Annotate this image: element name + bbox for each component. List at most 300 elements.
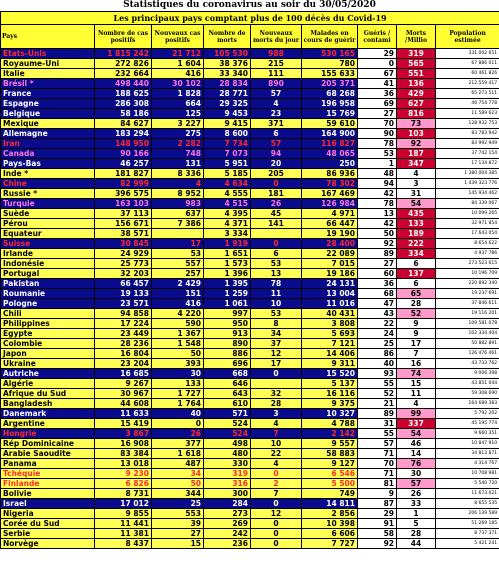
cell-nouveaux-morts: 94 xyxy=(251,149,302,159)
cell-malades: 167 469 xyxy=(302,189,358,199)
cell-cas: 181 827 xyxy=(95,169,152,179)
cell-gueris: 40 xyxy=(358,359,397,369)
cell-nouveaux-cas: 637 xyxy=(152,209,204,219)
cell-malades: 2 856 xyxy=(302,509,358,519)
table-row xyxy=(1,539,499,549)
table-row xyxy=(1,139,499,149)
cell-pays: Etats-Unis xyxy=(1,49,95,59)
cell-nouveaux-morts: 26 xyxy=(251,199,302,209)
table-row xyxy=(1,269,499,279)
cell-morts-million: 31 xyxy=(397,189,436,199)
cell-nouveaux-morts: 78 xyxy=(251,279,302,289)
cell-nouveaux-cas xyxy=(152,229,204,239)
cell-nouveaux-cas: 3 227 xyxy=(152,119,204,129)
cell-nouveaux-cas: 39 xyxy=(152,519,204,529)
cell-gueris: 47 xyxy=(358,299,397,309)
cell-population: 5 421 241 xyxy=(436,539,499,549)
cell-population: 83 992 949 xyxy=(436,139,499,149)
cell-gueris: 22 xyxy=(358,319,397,329)
cell-gueris: 58 xyxy=(358,529,397,539)
cell-gueris: 50 xyxy=(358,229,397,239)
cell-nouveaux-cas: 1 367 xyxy=(152,329,204,339)
cell-pays: Pakistan xyxy=(1,279,95,289)
cell-population: 212 559 417 xyxy=(436,79,499,89)
cell-pays: Tchéquie xyxy=(1,469,95,479)
cell-nouveaux-morts xyxy=(251,229,302,239)
cell-morts: 668 xyxy=(204,369,251,379)
cell-population: 1 439 323 776 xyxy=(436,179,499,189)
cell-nouveaux-morts: 0 xyxy=(251,519,302,529)
cell-cas: 183 294 xyxy=(95,129,152,139)
cell-cas: 82 999 xyxy=(95,179,152,189)
cell-morts-million: 551 xyxy=(397,69,436,79)
cell-pays: Suisse xyxy=(1,239,95,249)
cell-morts-million: 319 xyxy=(397,49,436,59)
cell-nouveaux-morts: 10 xyxy=(251,299,302,309)
cell-nouveaux-cas: 30 xyxy=(152,369,204,379)
cell-cas: 28 236 xyxy=(95,339,152,349)
cell-cas: 24 929 xyxy=(95,249,152,259)
cell-morts: 5 951 xyxy=(204,159,251,169)
cell-morts: 1 651 xyxy=(204,249,251,259)
cell-morts-million: 9 xyxy=(397,329,436,339)
col-header-nouveaux-cas: Nouveaux cas positifs xyxy=(152,25,204,49)
cell-population: 9 660 351 xyxy=(436,429,499,439)
cell-gueris: 91 xyxy=(358,519,397,529)
cell-pays: Inde * xyxy=(1,169,95,179)
cell-malades: 9 375 xyxy=(302,399,358,409)
cell-morts: 1 395 xyxy=(204,279,251,289)
cell-nouveaux-morts: 111 xyxy=(251,69,302,79)
cell-gueris: 92 xyxy=(358,539,397,549)
cell-pays: Colombie xyxy=(1,339,95,349)
table-row xyxy=(1,249,499,259)
cell-nouveaux-morts: 17 xyxy=(251,359,302,369)
cell-morts-million: 4 xyxy=(397,399,436,409)
cell-population: 109 581 078 xyxy=(436,319,499,329)
cell-morts: 610 xyxy=(204,399,251,409)
cell-nouveaux-cas: 1 618 xyxy=(152,449,204,459)
cell-nouveaux-cas: 131 xyxy=(152,159,204,169)
cell-malades: 749 xyxy=(302,489,358,499)
cell-pays: Irlande xyxy=(1,249,95,259)
cell-population: 43 733 762 xyxy=(436,359,499,369)
cell-nouveaux-cas: 1 548 xyxy=(152,339,204,349)
cell-pays: Finlande xyxy=(1,479,95,489)
table-row xyxy=(1,49,499,59)
cell-malades: 5 500 xyxy=(302,479,358,489)
cell-pays: Brésil * xyxy=(1,79,95,89)
cell-nouveaux-morts: 2 xyxy=(251,479,302,489)
cell-pays: Pays-Bas xyxy=(1,159,95,169)
cell-malades: 86 936 xyxy=(302,169,358,179)
cell-malades: 78 302 xyxy=(302,179,358,189)
table-row xyxy=(1,239,499,249)
cell-morts: 316 xyxy=(204,479,251,489)
cell-morts: 1 259 xyxy=(204,289,251,299)
cell-nouveaux-morts: 4 xyxy=(251,99,302,109)
cell-morts-million: 92 xyxy=(397,139,436,149)
cell-morts-million: 15 xyxy=(397,379,436,389)
cell-morts-million: 189 xyxy=(397,229,436,239)
cell-malades: 19 186 xyxy=(302,269,358,279)
cell-pays: Arabie Saoudite xyxy=(1,449,95,459)
table-row xyxy=(1,349,499,359)
cell-malades: 250 xyxy=(302,159,358,169)
cell-nouveaux-morts: 23 xyxy=(251,109,302,119)
cell-nouveaux-cas: 748 xyxy=(152,149,204,159)
cell-pays: Indonésie xyxy=(1,259,95,269)
cell-morts-million: 337 xyxy=(397,419,436,429)
cell-nouveaux-cas: 25 xyxy=(152,499,204,509)
cell-nouveaux-cas: 344 xyxy=(152,489,204,499)
cell-nouveaux-cas: 125 xyxy=(152,109,204,119)
cell-morts-million: 133 xyxy=(397,219,436,229)
cell-gueris: 71 xyxy=(358,449,397,459)
cell-nouveaux-cas: 133 xyxy=(152,379,204,389)
cell-nouveaux-cas: 257 xyxy=(152,269,204,279)
cell-gueris: 29 xyxy=(358,509,397,519)
cell-morts-million: 816 xyxy=(397,109,436,119)
cell-nouveaux-cas: 275 xyxy=(152,129,204,139)
table-row xyxy=(1,219,499,229)
cell-nouveaux-morts: 20 xyxy=(251,159,302,169)
cell-morts: 284 xyxy=(204,499,251,509)
cell-gueris: 53 xyxy=(358,149,397,159)
cell-gueris: 27 xyxy=(358,259,397,269)
cell-nouveaux-morts: 53 xyxy=(251,309,302,319)
cell-nouveaux-cas: 0 xyxy=(152,419,204,429)
cell-malades: 196 958 xyxy=(302,99,358,109)
cell-nouveaux-morts: 53 xyxy=(251,259,302,269)
cell-morts-million: 136 xyxy=(397,79,436,89)
table-row xyxy=(1,209,499,219)
cell-morts: 890 xyxy=(204,339,251,349)
cell-cas: 11 381 xyxy=(95,529,152,539)
cell-malades: 10 398 xyxy=(302,519,358,529)
table-row xyxy=(1,389,499,399)
cell-pays: Algérie xyxy=(1,379,95,389)
cell-cas: 23 571 xyxy=(95,299,152,309)
table-row xyxy=(1,459,499,469)
cell-gueris: 52 xyxy=(358,389,397,399)
cell-nouveaux-morts: 4 xyxy=(251,459,302,469)
cell-cas: 46 257 xyxy=(95,159,152,169)
cell-malades: 155 633 xyxy=(302,69,358,79)
cell-morts-million: 33 xyxy=(397,499,436,509)
table-row xyxy=(1,69,499,79)
col-header-population: Population estimée xyxy=(436,25,499,49)
cell-malades: 6 606 xyxy=(302,529,358,539)
cell-morts: 7 073 xyxy=(204,149,251,159)
table-row xyxy=(1,59,499,69)
cell-nouveaux-morts: 11 xyxy=(251,289,302,299)
cell-cas: 44 608 xyxy=(95,399,152,409)
cell-morts: 696 xyxy=(204,359,251,369)
cell-nouveaux-cas: 2 282 xyxy=(152,139,204,149)
cell-population: 45 195 774 xyxy=(436,419,499,429)
cell-gueris: 48 xyxy=(358,169,397,179)
cell-morts-million: 334 xyxy=(397,249,436,259)
cell-pays: Roumanie xyxy=(1,289,95,299)
cell-morts-million: 565 xyxy=(397,59,436,69)
cell-population: 8 655 535 xyxy=(436,499,499,509)
cell-nouveaux-morts: 0 xyxy=(251,369,302,379)
cell-cas: 15 419 xyxy=(95,419,152,429)
table-row xyxy=(1,169,499,179)
cell-malades: 68 268 xyxy=(302,89,358,99)
cell-gueris: 55 xyxy=(358,379,397,389)
cell-gueris: 13 xyxy=(358,209,397,219)
cell-population: 9 006 398 xyxy=(436,369,499,379)
cell-pays: Norvège xyxy=(1,539,95,549)
table-row xyxy=(1,289,499,299)
cell-morts: 1 573 xyxy=(204,259,251,269)
cell-nouveaux-cas: 1 828 xyxy=(152,89,204,99)
cell-pays: Bolivie xyxy=(1,489,95,499)
cell-nouveaux-cas: 7 386 xyxy=(152,219,204,229)
cell-morts: 643 xyxy=(204,389,251,399)
cell-cas: 8 731 xyxy=(95,489,152,499)
cell-morts: 38 376 xyxy=(204,59,251,69)
table-row xyxy=(1,519,499,529)
cell-morts: 9 453 xyxy=(204,109,251,119)
col-header-gueris: Guéris / contami xyxy=(358,25,397,49)
table-row xyxy=(1,479,499,489)
cell-cas: 30 845 xyxy=(95,239,152,249)
cell-morts-million: 54 xyxy=(397,429,436,439)
cell-morts-million: 74 xyxy=(397,369,436,379)
cell-nouveaux-morts: 371 xyxy=(251,119,302,129)
cell-gueris: 89 xyxy=(358,409,397,419)
cell-cas: 84 627 xyxy=(95,119,152,129)
cell-morts-million: 17 xyxy=(397,339,436,349)
cell-malades: 58 883 xyxy=(302,449,358,459)
cell-cas: 498 440 xyxy=(95,79,152,89)
cell-pays: Pologne xyxy=(1,299,95,309)
cell-morts-million: 54 xyxy=(397,199,436,209)
cell-morts-million: 16 xyxy=(397,359,436,369)
cell-morts-million: 4 xyxy=(397,169,436,179)
cell-morts: 9 415 xyxy=(204,119,251,129)
cell-morts: 3 334 xyxy=(204,229,251,239)
table-row xyxy=(1,199,499,209)
cell-gueris: 27 xyxy=(358,109,397,119)
cell-nouveaux-cas: 1 604 xyxy=(152,59,204,69)
cell-nouveaux-cas: 983 xyxy=(152,199,204,209)
cell-morts-million: 28 xyxy=(397,299,436,309)
cell-malades: 6 546 xyxy=(302,469,358,479)
cell-cas: 66 457 xyxy=(95,279,152,289)
cell-morts-million: 44 xyxy=(397,539,436,549)
col-header-morts: Nombre de morts xyxy=(204,25,251,49)
cell-nouveaux-morts: 0 xyxy=(251,179,302,189)
cell-malades: 22 089 xyxy=(302,249,358,259)
cell-morts-million: 65 xyxy=(397,289,436,299)
cell-malades: 205 371 xyxy=(302,79,358,89)
cell-gueris: 93 xyxy=(358,369,397,379)
cell-malades: 126 984 xyxy=(302,199,358,209)
cell-morts-million: 137 xyxy=(397,269,436,279)
cell-morts: 28 771 xyxy=(204,89,251,99)
cell-pays: Portugal xyxy=(1,269,95,279)
cell-morts-million: 5 xyxy=(397,519,436,529)
cell-gueris: 21 xyxy=(358,399,397,409)
cell-pays: Japon xyxy=(1,349,95,359)
cell-gueris: 90 xyxy=(358,129,397,139)
cell-morts: 886 xyxy=(204,349,251,359)
cell-morts-million: 46 xyxy=(397,439,436,449)
cell-population: 37 742 154 xyxy=(436,149,499,159)
table-row xyxy=(1,329,499,339)
cell-nouveaux-morts: 6 xyxy=(251,129,302,139)
table-row xyxy=(1,359,499,369)
cell-morts-million: 429 xyxy=(397,89,436,99)
cell-pays: Belgique xyxy=(1,109,95,119)
cell-pays: Italie xyxy=(1,69,95,79)
cell-population: 10 708 981 xyxy=(436,469,499,479)
cell-morts: 4 555 xyxy=(204,189,251,199)
cell-malades: 59 610 xyxy=(302,119,358,129)
table-row xyxy=(1,449,499,459)
cell-morts-million: 6 xyxy=(397,279,436,289)
cell-morts: 330 xyxy=(204,459,251,469)
cell-pays: Iran xyxy=(1,139,95,149)
cell-malades: 14 811 xyxy=(302,499,358,509)
cell-cas: 32 203 xyxy=(95,269,152,279)
cell-population: 37 846 611 xyxy=(436,299,499,309)
cell-nouveaux-morts: 32 xyxy=(251,389,302,399)
cell-malades: 9 127 xyxy=(302,459,358,469)
cell-gueris: 70 xyxy=(358,119,397,129)
cell-morts-million: 26 xyxy=(397,489,436,499)
table-row xyxy=(1,129,499,139)
cell-population: 10 099 265 xyxy=(436,209,499,219)
chart-title: Statistiques du coronavirus au soir du 30/05/2020 xyxy=(123,0,376,10)
cell-nouveaux-morts: 0 xyxy=(251,499,302,509)
table-row xyxy=(1,319,499,329)
cell-gueris: 31 xyxy=(358,419,397,429)
cell-nouveaux-cas: 1 764 xyxy=(152,399,204,409)
cell-morts: 4 371 xyxy=(204,219,251,229)
cell-malades: 116 827 xyxy=(302,139,358,149)
cell-population: 43 851 044 xyxy=(436,379,499,389)
cell-malades: 530 165 xyxy=(302,49,358,59)
cell-population: 8 654 622 xyxy=(436,239,499,249)
cell-cas: 9 267 xyxy=(95,379,152,389)
cell-gueris: 94 xyxy=(358,179,397,189)
cell-population: 50 882 891 xyxy=(436,339,499,349)
cell-nouveaux-morts: 205 xyxy=(251,169,302,179)
table-row xyxy=(1,509,499,519)
cell-cas: 17 012 xyxy=(95,499,152,509)
cell-pays: Nigeria xyxy=(1,509,95,519)
cell-pays: Russie * xyxy=(1,189,95,199)
cell-nouveaux-morts: 7 xyxy=(251,429,302,439)
cell-nouveaux-cas: 17 xyxy=(152,239,204,249)
cell-gueris: 92 xyxy=(358,239,397,249)
cell-nouveaux-morts: 4 xyxy=(251,419,302,429)
cell-nouveaux-morts: 37 xyxy=(251,339,302,349)
cell-morts: 269 xyxy=(204,519,251,529)
cell-population: 273 523 615 xyxy=(436,259,499,269)
cell-morts-million: 28 xyxy=(397,529,436,539)
cell-cas: 3 867 xyxy=(95,429,152,439)
cell-pays: Autriche xyxy=(1,369,95,379)
cell-population: 84 339 067 xyxy=(436,199,499,209)
cell-morts-million: 347 xyxy=(397,159,436,169)
cell-cas: 19 133 xyxy=(95,289,152,299)
cell-gueris: 25 xyxy=(358,339,397,349)
cell-morts-million: 52 xyxy=(397,309,436,319)
cell-nouveaux-morts: 6 xyxy=(251,249,302,259)
cell-morts-million: 73 xyxy=(397,119,436,129)
cell-cas: 16 685 xyxy=(95,369,152,379)
cell-nouveaux-cas: 553 xyxy=(152,509,204,519)
cell-morts: 480 xyxy=(204,449,251,459)
cell-morts: 646 xyxy=(204,379,251,389)
cell-population: 17 134 872 xyxy=(436,159,499,169)
cell-morts: 1 919 xyxy=(204,239,251,249)
cell-gueris: 87 xyxy=(358,499,397,509)
cell-malades: 9 311 xyxy=(302,359,358,369)
cell-cas: 94 858 xyxy=(95,309,152,319)
cell-pays: Philippines xyxy=(1,319,95,329)
table-body xyxy=(1,49,499,549)
cell-nouveaux-morts: 12 xyxy=(251,509,302,519)
cell-cas: 9 230 xyxy=(95,469,152,479)
cell-cas: 9 855 xyxy=(95,509,152,519)
cell-pays: Allemagne xyxy=(1,129,95,139)
cell-gueris: 36 xyxy=(358,279,397,289)
cell-nouveaux-cas: 40 xyxy=(152,409,204,419)
cell-morts: 4 634 xyxy=(204,179,251,189)
cell-nouveaux-cas: 21 712 xyxy=(152,49,204,59)
cell-malades: 5 693 xyxy=(302,329,358,339)
cell-nouveaux-morts: 45 xyxy=(251,209,302,219)
cell-morts: 8 600 xyxy=(204,129,251,139)
cell-pays: Danemark xyxy=(1,409,95,419)
table-row xyxy=(1,89,499,99)
cell-morts: 7 734 xyxy=(204,139,251,149)
cell-nouveaux-morts: 22 xyxy=(251,449,302,459)
cell-malades: 7 727 xyxy=(302,539,358,549)
cell-nouveaux-morts: 28 xyxy=(251,399,302,409)
table-row xyxy=(1,229,499,239)
table-row xyxy=(1,119,499,129)
cell-cas: 25 773 xyxy=(95,259,152,269)
cell-nouveaux-cas: 393 xyxy=(152,359,204,369)
cell-population: 19 237 691 xyxy=(436,289,499,299)
cell-nouveaux-cas: 34 xyxy=(152,469,204,479)
cell-population: 10 196 709 xyxy=(436,269,499,279)
cell-population: 5 540 720 xyxy=(436,479,499,489)
cell-malades: 48 065 xyxy=(302,149,358,159)
cell-pays: Afrique du Sud xyxy=(1,389,95,399)
table-row xyxy=(1,419,499,429)
cell-gueris: 41 xyxy=(358,79,397,89)
cell-population: 32 971 854 xyxy=(436,219,499,229)
table-row xyxy=(1,79,499,89)
cell-population: 67 886 011 xyxy=(436,59,499,69)
col-header-nouveaux-morts: Nouveaux morts du jour xyxy=(251,25,302,49)
cell-cas: 83 384 xyxy=(95,449,152,459)
cell-nouveaux-cas: 50 xyxy=(152,479,204,489)
cell-nouveaux-cas: 664 xyxy=(152,99,204,109)
cell-morts: 524 xyxy=(204,419,251,429)
cell-malades: 7 121 xyxy=(302,339,358,349)
cell-nouveaux-morts: 57 xyxy=(251,89,302,99)
